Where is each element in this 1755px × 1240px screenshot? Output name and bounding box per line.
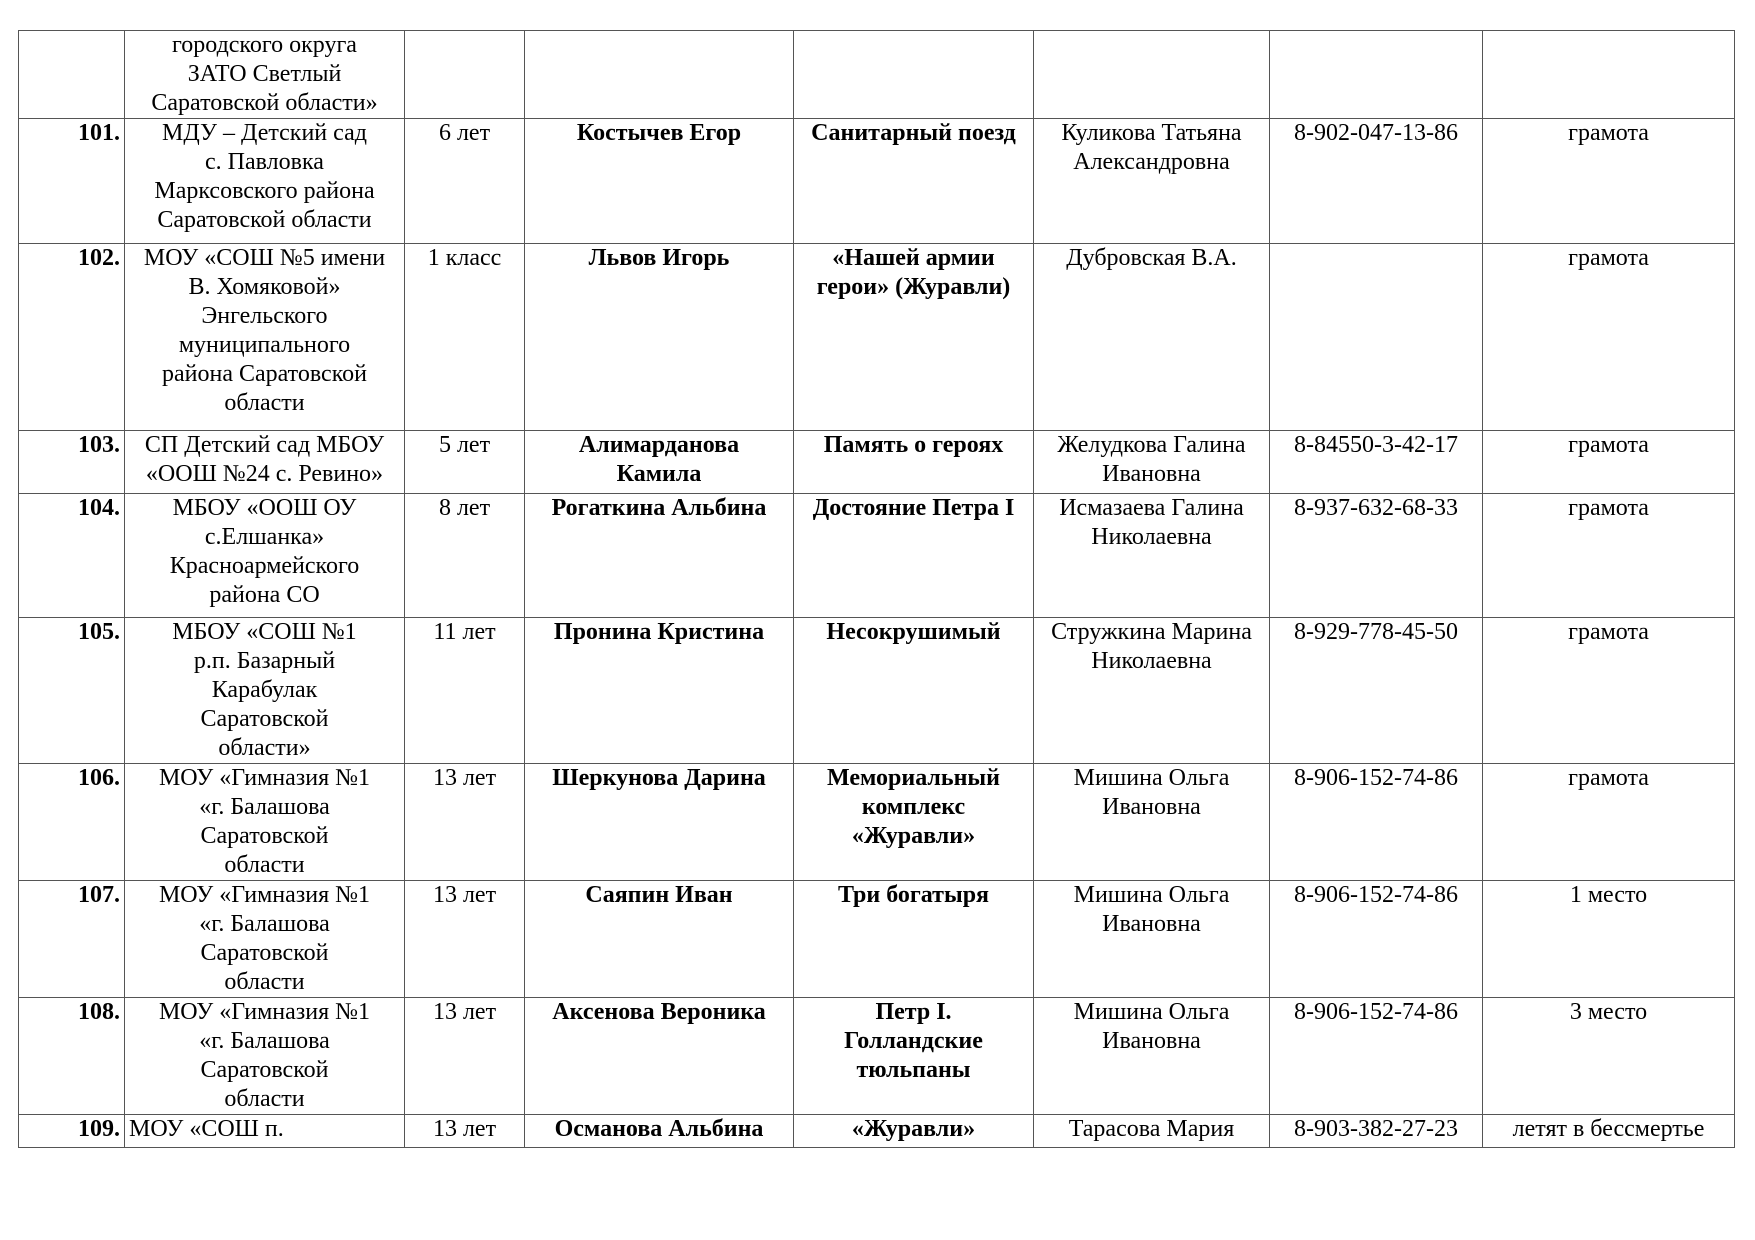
result-cell: грамота — [1483, 618, 1735, 764]
teacher-cell: Желудкова Галина Ивановна — [1034, 431, 1270, 494]
row-number: 101. — [19, 119, 125, 244]
work-title-cell: «Нашей армии герои» (Журавли) — [794, 244, 1034, 431]
work-title-cell: Память о героях — [794, 431, 1034, 494]
age-cell: 5 лет — [405, 431, 525, 494]
age-cell: 13 лет — [405, 881, 525, 998]
participant-name-cell: Аксенова Вероника — [525, 998, 794, 1115]
work-title-cell: Петр I. Голландские тюльпаны — [794, 998, 1034, 1115]
phone-cell: 8-906-152-74-86 — [1270, 881, 1483, 998]
table-row — [19, 31, 1735, 119]
teacher-cell: Тарасова Мария — [1034, 1115, 1270, 1148]
organization-cell: МОУ «Гимназия №1 «г. Балашова Саратовской области — [125, 881, 405, 998]
age-cell: 13 лет — [405, 998, 525, 1115]
age-cell: 11 лет — [405, 618, 525, 764]
organization-cell: МОУ «СОШ №5 имени В. Хомяковой» Энгельского муниципального района Саратовской области — [125, 244, 405, 431]
phone-cell: 8-937-632-68-33 — [1270, 494, 1483, 618]
result-cell: 1 место — [1483, 881, 1735, 998]
row-number: 102. — [19, 244, 125, 431]
organization-cell: МОУ «Гимназия №1 «г. Балашова Саратовской области — [125, 764, 405, 881]
participant-name-cell: Алимарданова Камила — [525, 431, 794, 494]
participant-name-cell: Львов Игорь — [525, 244, 794, 431]
result-cell: грамота — [1483, 244, 1735, 431]
participant-name-cell: Костычев Егор — [525, 119, 794, 244]
work-title-cell — [794, 31, 1034, 119]
participant-name-cell: Пронина Кристина — [525, 618, 794, 764]
table-row — [19, 881, 1735, 998]
result-cell: грамота — [1483, 119, 1735, 244]
teacher-cell: Исмазаева Галина Николаевна — [1034, 494, 1270, 618]
age-cell: 6 лет — [405, 119, 525, 244]
results-table — [18, 30, 1735, 1148]
result-cell: грамота — [1483, 494, 1735, 618]
teacher-cell: Мишина Ольга Ивановна — [1034, 764, 1270, 881]
teacher-cell: Мишина Ольга Ивановна — [1034, 881, 1270, 998]
table-row — [19, 244, 1735, 431]
phone-cell — [1270, 31, 1483, 119]
row-number — [19, 31, 125, 119]
work-title-cell: Достояние Петра I — [794, 494, 1034, 618]
work-title-cell: Мемориальный комплекс «Журавли» — [794, 764, 1034, 881]
teacher-cell — [1034, 31, 1270, 119]
phone-cell: 8-902-047-13-86 — [1270, 119, 1483, 244]
result-cell: грамота — [1483, 431, 1735, 494]
table-row — [19, 764, 1735, 881]
result-cell: летят в бессмертье — [1483, 1115, 1735, 1148]
result-cell — [1483, 31, 1735, 119]
result-cell: грамота — [1483, 764, 1735, 881]
work-title-cell: Три богатыря — [794, 881, 1034, 998]
phone-cell: 8-906-152-74-86 — [1270, 998, 1483, 1115]
age-cell — [405, 31, 525, 119]
phone-cell — [1270, 244, 1483, 431]
table-row — [19, 998, 1735, 1115]
teacher-cell: Куликова Татьяна Александровна — [1034, 119, 1270, 244]
row-number: 107. — [19, 881, 125, 998]
phone-cell: 8-929-778-45-50 — [1270, 618, 1483, 764]
row-number: 105. — [19, 618, 125, 764]
organization-cell: МДУ – Детский сад с. Павловка Марксовского района Саратовской области — [125, 119, 405, 244]
phone-cell: 8-906-152-74-86 — [1270, 764, 1483, 881]
age-cell: 1 класс — [405, 244, 525, 431]
teacher-cell: Стружкина Марина Николаевна — [1034, 618, 1270, 764]
table-row — [19, 119, 1735, 244]
row-number: 109. — [19, 1115, 125, 1148]
table-row — [19, 618, 1735, 764]
participant-name-cell: Саяпин Иван — [525, 881, 794, 998]
organization-cell: МОУ «Гимназия №1 «г. Балашова Саратовской области — [125, 998, 405, 1115]
organization-cell: МБОУ «СОШ №1 р.п. Базарный Карабулак Саратовской области» — [125, 618, 405, 764]
phone-cell: 8-84550-3-42-17 — [1270, 431, 1483, 494]
work-title-cell: Несокрушимый — [794, 618, 1034, 764]
organization-cell: МБОУ «ООШ ОУ с.Елшанка» Красноармейского района СО — [125, 494, 405, 618]
result-cell: 3 место — [1483, 998, 1735, 1115]
age-cell: 8 лет — [405, 494, 525, 618]
row-number: 106. — [19, 764, 125, 881]
row-number: 103. — [19, 431, 125, 494]
row-number: 108. — [19, 998, 125, 1115]
age-cell: 13 лет — [405, 1115, 525, 1148]
participant-name-cell — [525, 31, 794, 119]
teacher-cell: Мишина Ольга Ивановна — [1034, 998, 1270, 1115]
work-title-cell: «Журавли» — [794, 1115, 1034, 1148]
organization-cell: МОУ «СОШ п. — [125, 1115, 405, 1148]
age-cell: 13 лет — [405, 764, 525, 881]
organization-cell: СП Детский сад МБОУ «ООШ №24 с. Ревино» — [125, 431, 405, 494]
organization-cell: городского округа ЗАТО Светлый Саратовской области» — [125, 31, 405, 119]
phone-cell: 8-903-382-27-23 — [1270, 1115, 1483, 1148]
row-number: 104. — [19, 494, 125, 618]
participant-name-cell: Шеркунова Дарина — [525, 764, 794, 881]
participant-name-cell: Рогаткина Альбина — [525, 494, 794, 618]
participant-name-cell: Османова Альбина — [525, 1115, 794, 1148]
teacher-cell: Дубровская В.А. — [1034, 244, 1270, 431]
table-row — [19, 431, 1735, 494]
table-row — [19, 494, 1735, 618]
work-title-cell: Санитарный поезд — [794, 119, 1034, 244]
table-row — [19, 1115, 1735, 1148]
